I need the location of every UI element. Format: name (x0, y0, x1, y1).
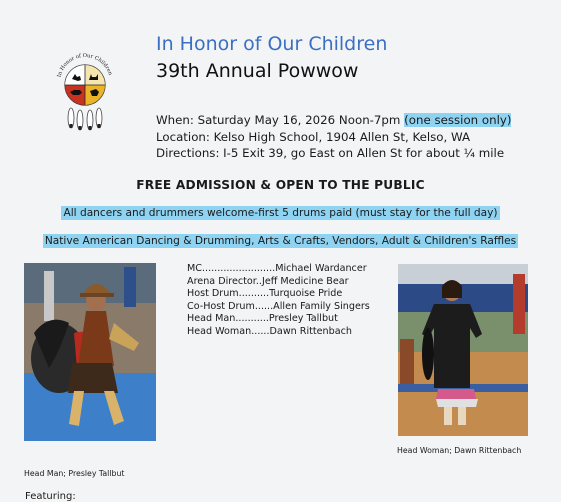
page-subtitle: 39th Annual Powwow (156, 60, 359, 82)
role-row-host-drum: Host Drum..........Turquoise Pride (187, 288, 343, 300)
role-row-co-host-drum: Co-Host Drum......Allen Family Singers (187, 300, 370, 312)
activities-band (0, 235, 561, 247)
event-when-text: When: Saturday May 16, 2026 Noon-7pm (156, 113, 401, 127)
svg-text:In Honor of Our Children: In Honor of Our Children (56, 52, 113, 78)
event-directions: Directions: I-5 Exit 39, go East on Allen St for about ¼ mile (156, 146, 505, 160)
role-row-head-woman: Head Woman......Dawn Rittenbach (187, 325, 352, 337)
logo-seal (52, 48, 118, 132)
head-woman-caption: Head Woman; Dawn Rittenbach (397, 446, 522, 455)
head-woman-photo (398, 264, 528, 436)
roles-list (187, 263, 370, 339)
dancers-welcome-band (0, 207, 561, 219)
role-row-mc: MC........................Michael Wardancer (187, 263, 367, 274)
featuring-label: Featuring: (25, 491, 76, 502)
role-row-head-man: Head Man...........Presley Tallbut (187, 313, 338, 325)
role-row-arena-director: Arena Director..Jeff Medicine Bear (187, 275, 349, 287)
dancers-welcome-text: All dancers and drummers welcome-first 5 drums paid (must stay for the full day) (63, 207, 498, 219)
activities-text: Native American Dancing & Drumming, Arts & Crafts, Vendors, Adult & Children's Raffles (44, 235, 517, 247)
page-title: In Honor of Our Children (156, 33, 388, 55)
head-man-caption: Head Man; Presley Tallbut (24, 469, 125, 478)
session-note: (one session only) (404, 113, 512, 127)
event-location: Location: Kelso High School, 1904 Allen St, Kelso, WA (156, 130, 471, 144)
event-when (156, 113, 511, 127)
free-admission-heading: FREE ADMISSION & OPEN TO THE PUBLIC (136, 178, 425, 192)
head-man-photo (24, 263, 156, 441)
